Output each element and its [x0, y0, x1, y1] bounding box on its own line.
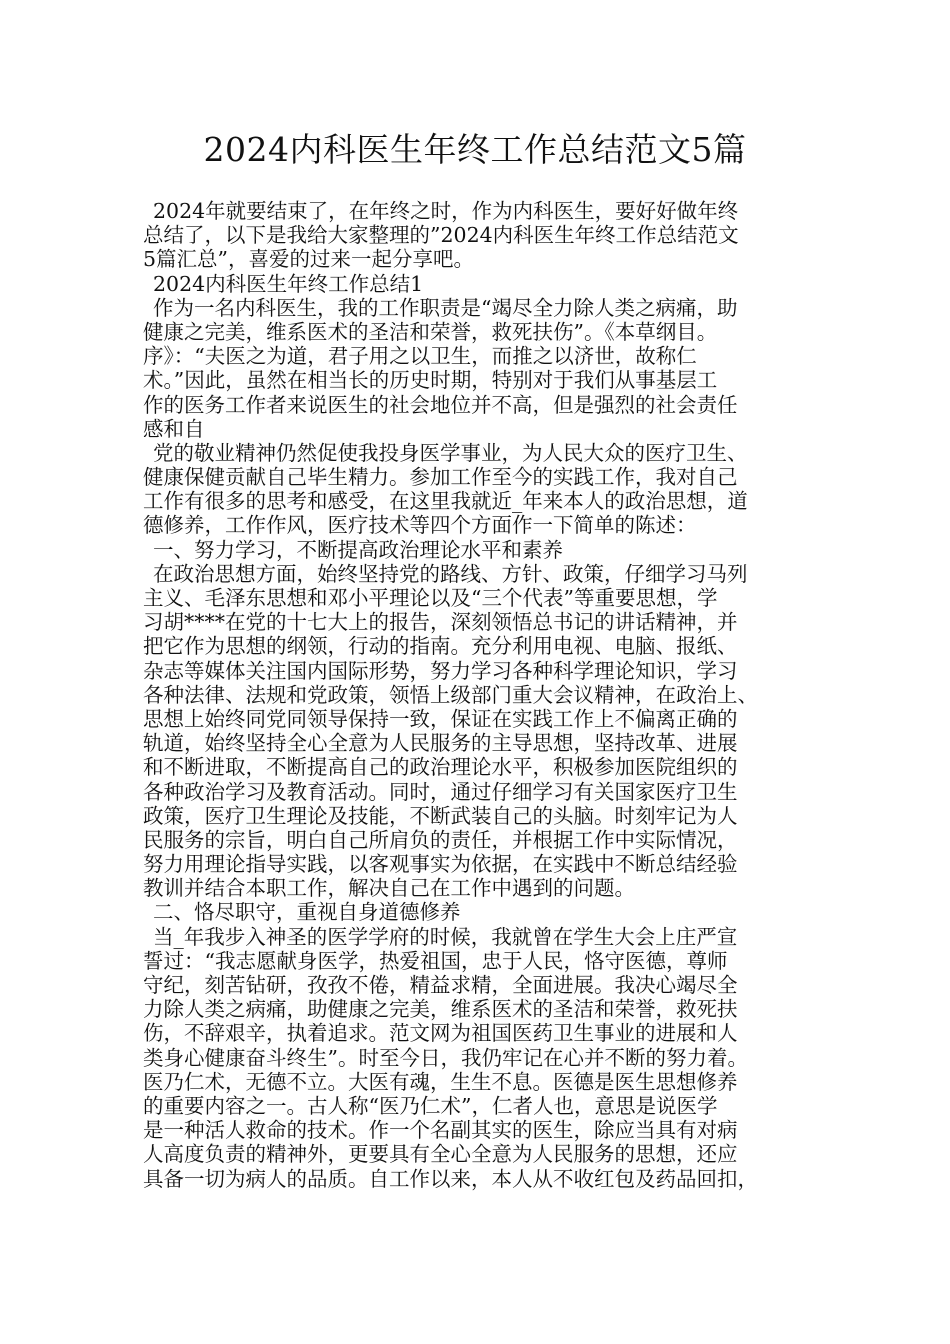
text-line: 守纪，刻苦钻研，孜孜不倦，精益求精，全面进展。我决心竭尽全 [143, 973, 738, 997]
text-line: 2024年就要结束了，在年终之时，作为内科医生，要好好做年终 [153, 199, 739, 223]
text-line: 杂志等媒体关注国内国际形势，努力学习各种科学理论知识，学习 [143, 658, 738, 683]
text-line: 各种法律、法规和党政策，领悟上级部门重大会议精神，在政治上、 [143, 682, 758, 707]
text-line: 把它作为思想的纲领，行动的指南。充分利用电视、电脑、报纸、 [143, 634, 738, 659]
text-line: 健康保健贡献自己毕生精力。参加工作至今的实践工作，我对自己 [143, 465, 738, 490]
text-line: 在政治思想方面，始终坚持党的路线、方针、政策，仔细学习马列 [153, 561, 748, 586]
text-line: 民服务的宗旨，明白自己所肩负的责任，并根据工作中实际情况， [143, 827, 738, 852]
text-line: 努力用理论指导实践，以客观事实为依据，在实践中不断总结经验 [143, 852, 738, 877]
text-line: 医乃仁术，无德不立。大医有魂，生生不息。医德是医生思想修养 [143, 1069, 738, 1094]
text-line: 总结了，以下是我给大家整理的”2024内科医生年终工作总结范文 [143, 223, 739, 248]
text-line: 人高度负责的精神外，更要具有全心全意为人民服务的思想，还应 [143, 1142, 738, 1167]
text-line: 思想上始终同党同领导保持一致，保证在实践工作上不偏离正确的 [143, 706, 738, 731]
text-line: 习胡****在党的十七大上的报告，深刻领悟总书记的讲话精神，并 [143, 610, 738, 635]
text-line: 作为一名内科医生，我的工作职责是“竭尽全力除人类之病痛，助 [153, 295, 738, 320]
text-line: 德修养，工作作风，医疗技术等四个方面作一下简单的陈述： [143, 513, 697, 538]
text-line: 序》：“夫医之为道，君子用之以卫生，而推之以济世，故称仁 [143, 344, 697, 369]
text-line: 工作有很多的思考和感受，在这里我就近_年来本人的政治思想，道 [143, 489, 748, 514]
text-line: 和不断进取，不断提高自己的政治理论水平，积极参加医院组织的 [143, 755, 738, 780]
text-line: 力除人类之病痛，助健康之完美，维系医术的圣洁和荣誉，救死扶 [143, 997, 738, 1022]
text-line: 一、努力学习，不断提高政治理论水平和素养 [153, 537, 563, 562]
text-line: 伤，不辞艰辛，执着追求。范文网为祖国医药卫生事业的进展和人 [143, 1021, 738, 1046]
text-line: 具备一切为病人的品质。自工作以来，本人从不收红包及药品回扣， [143, 1166, 758, 1191]
text-line: 5篇汇总”，喜爱的过来一起分享吧。 [143, 247, 475, 272]
text-line: 政策，医疗卫生理论及技能，不断武装自己的头脑。时刻牢记为人 [143, 803, 738, 828]
text-line: 是一种活人救命的技术。作一个名副其实的医生，除应当具有对病 [143, 1118, 738, 1143]
document-body [143, 199, 833, 1191]
text-line: 誓过：“我志愿献身医学，热爱祖国，忠于人民，恪守医德，尊师 [143, 948, 728, 973]
text-line: 类身心健康奋斗终生”。时至今日，我仍牢记在心并不断的努力着。 [143, 1045, 748, 1070]
text-line: 教训并结合本职工作，解决自己在工作中遇到的问题。 [143, 876, 635, 901]
text-line: 作的医务工作者来说医生的社会地位并不高，但是强烈的社会责任 [143, 392, 738, 417]
text-line: 感和自 [143, 416, 205, 441]
text-line: 2024内科医生年终工作总结1 [153, 271, 424, 296]
text-line: 各种政治学习及教育活动。同时，通过仔细学习有关国家医疗卫生 [143, 779, 738, 804]
text-line: 轨道，始终坚持全心全意为人民服务的主导思想，坚持改革、进展 [143, 731, 738, 756]
text-line: 主义、毛泽东思想和邓小平理论以及“三个代表”等重要思想，学 [143, 586, 718, 610]
text-line: 的重要内容之一。古人称“医乃仁术”，仁者人也，意思是说医学 [143, 1093, 718, 1118]
text-line: 健康之完美，维系医术的圣洁和荣誉，救死扶伤”。《本草纲目。 [143, 319, 718, 344]
text-line: 术。”因此，虽然在相当长的历史时期，特别对于我们从事基层工 [143, 368, 718, 393]
text-line: 党的敬业精神仍然促使我投身医学事业，为人民大众的医疗卫生、 [153, 440, 748, 465]
text-line: 当_年我步入神圣的医学学府的时候，我就曾在学生大会上庄严宣 [153, 924, 738, 949]
document-title: 2024内科医生年终工作总结范文5篇 [203, 130, 747, 169]
text-line: 二、恪尽职守，重视自身道德修养 [153, 900, 461, 925]
